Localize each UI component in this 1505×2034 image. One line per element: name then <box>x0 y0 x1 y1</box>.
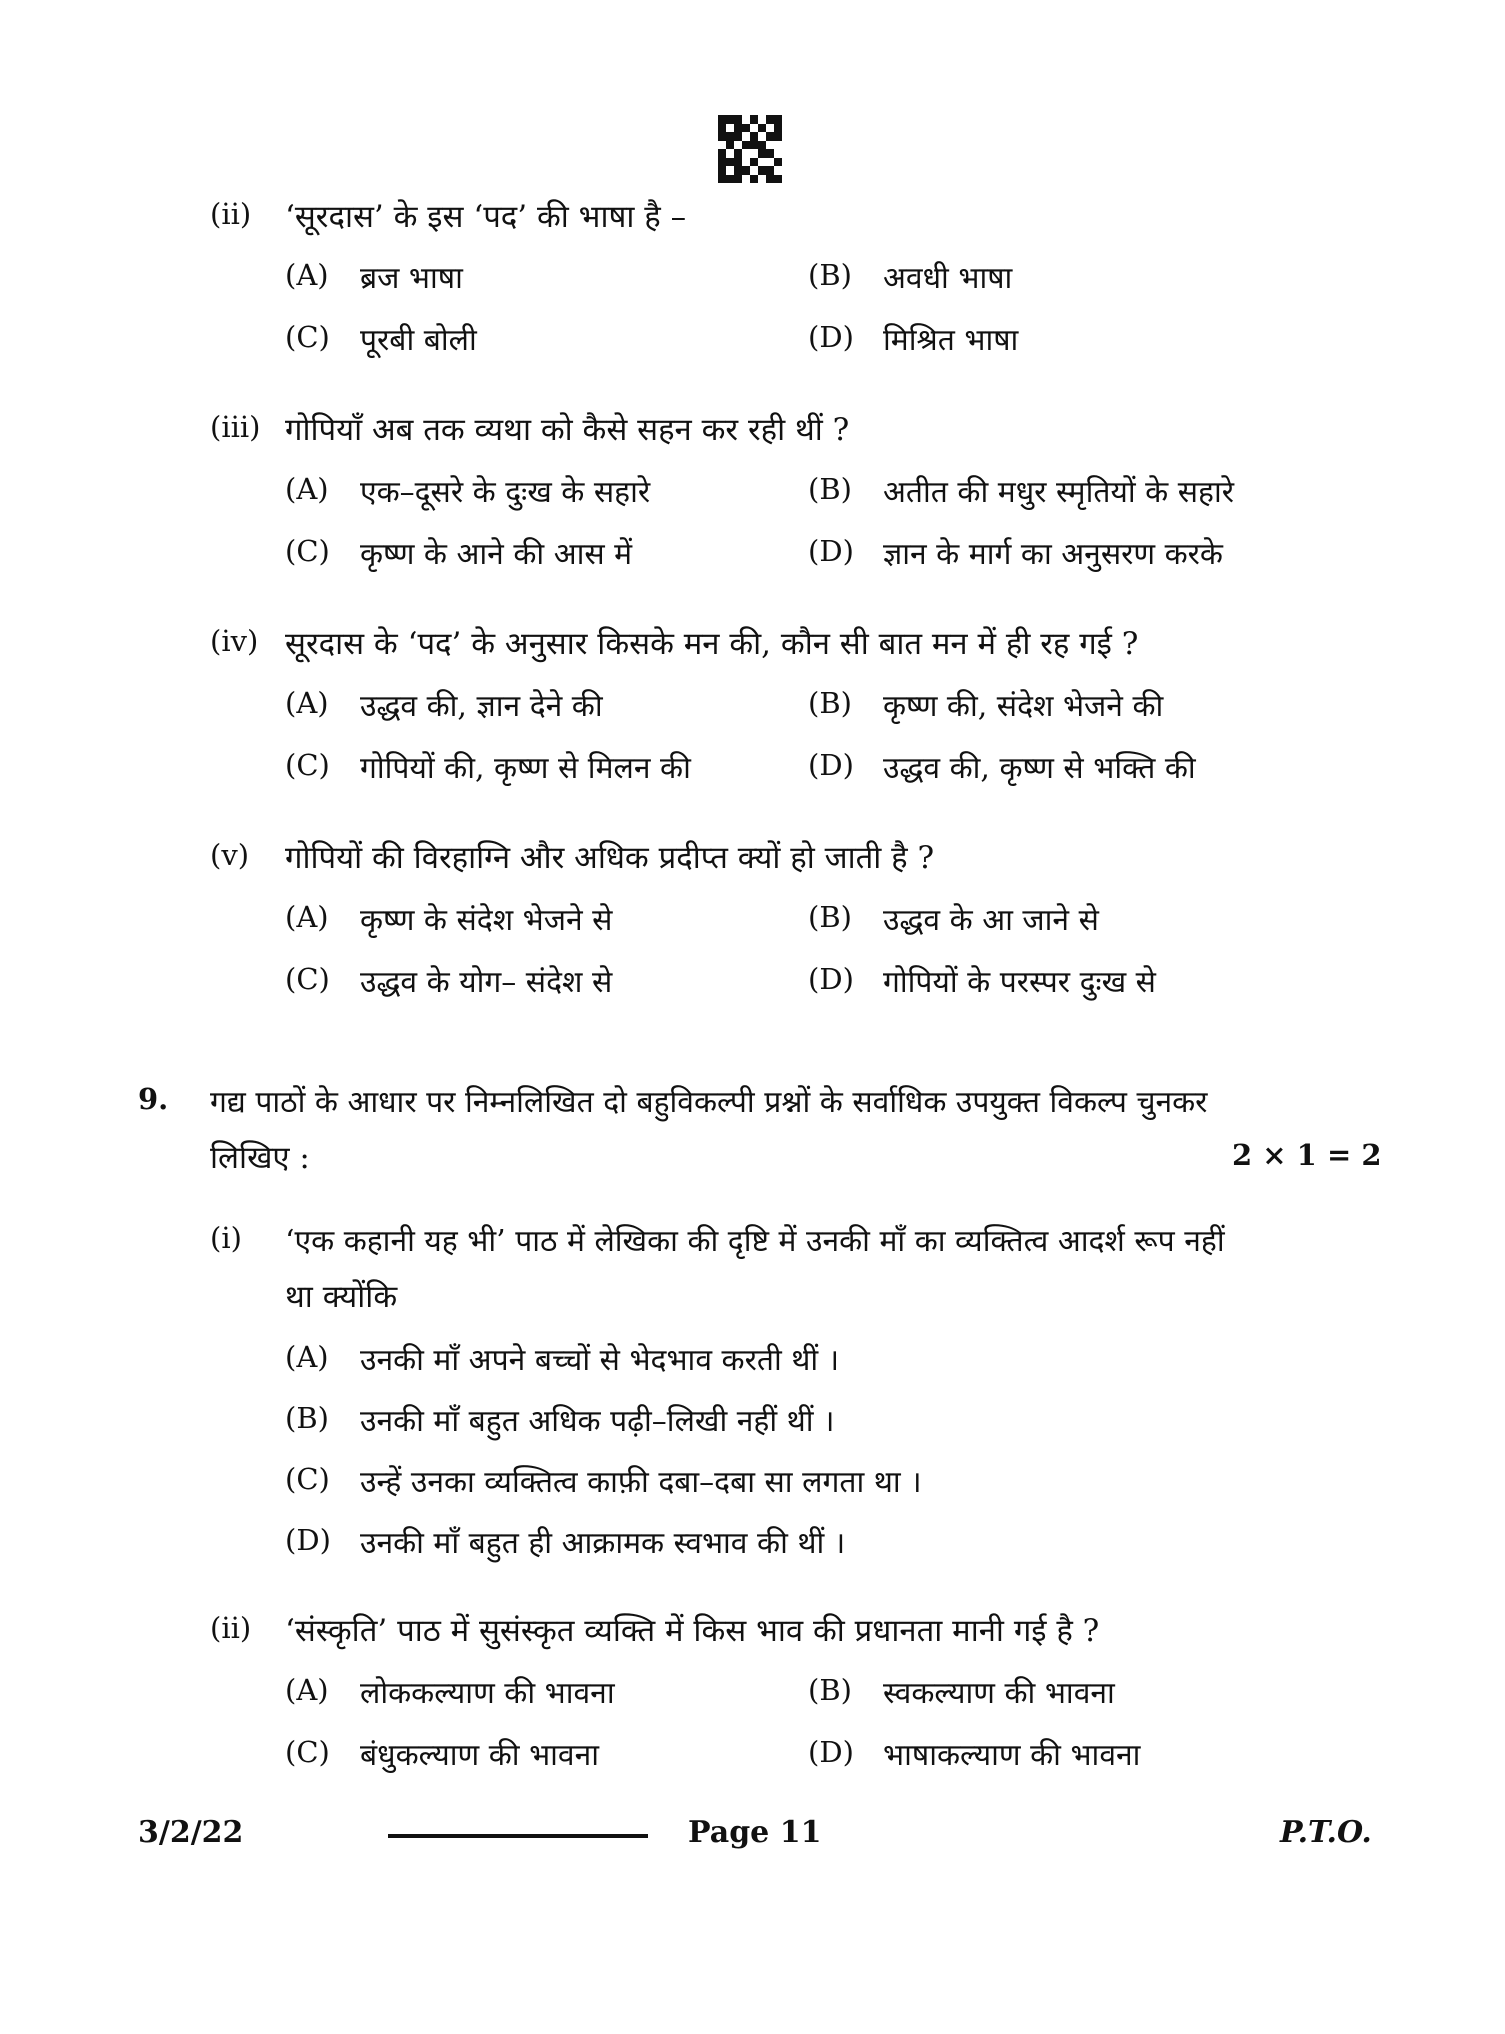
option-text: कृष्ण की, संदेश भेजने की <box>883 689 1164 724</box>
question-number: (iv) <box>210 624 259 658</box>
question-text: गोपियों की विरहाग्नि और अधिक प्रदीप्त क्यों हो जाती है ? <box>285 840 935 876</box>
question-text: गद्य पाठों के आधार पर निम्नलिखित दो बहुविकल्पी प्रश्नों के सर्वाधिक उपयुक्त विकल्प चुनकर <box>210 1085 1208 1120</box>
option-label: (A) <box>285 1673 329 1707</box>
option-text: उनकी माँ बहुत अधिक पढ़ी–लिखी नहीं थीं । <box>360 1404 835 1439</box>
option-label: (B) <box>808 686 852 720</box>
page-number: Page 11 <box>688 1815 822 1850</box>
option-text: ज्ञान के मार्ग का अनुसरण करके <box>883 537 1223 572</box>
option-text: उद्धव के आ जाने से <box>883 903 1099 938</box>
question-number: (v) <box>210 838 250 872</box>
question-number: (iii) <box>210 410 261 444</box>
option-text: भाषाकल्याण की भावना <box>883 1738 1141 1773</box>
option-text: उनकी माँ बहुत ही आक्रामक स्वभाव की थीं । <box>360 1526 846 1561</box>
option-text: एक–दूसरे के दुःख के सहारे <box>360 475 651 510</box>
option-label: (D) <box>808 962 854 996</box>
option-label: (C) <box>285 748 330 782</box>
paper-code: 3/2/22 <box>138 1815 244 1850</box>
option-text: अतीत की मधुर स्मृतियों के सहारे <box>883 475 1234 510</box>
option-label: (A) <box>285 686 329 720</box>
option-text: गोपियों की, कृष्ण से मिलन की <box>360 751 691 786</box>
option-label: (D) <box>808 320 854 354</box>
question-number: (i) <box>210 1221 242 1255</box>
option-label: (D) <box>808 534 854 568</box>
question-number: (ii) <box>210 197 252 231</box>
option-text: लोककल्याण की भावना <box>360 1676 615 1711</box>
option-label: (C) <box>285 320 330 354</box>
footer-rule <box>388 1834 648 1838</box>
option-label: (A) <box>285 900 329 934</box>
question-text: गोपियाँ अब तक व्यथा को कैसे सहन कर रही थीं ? <box>285 412 850 448</box>
option-text: उद्धव की, ज्ञान देने की <box>360 689 603 724</box>
option-label: (B) <box>808 1673 852 1707</box>
option-label: (C) <box>285 1462 330 1496</box>
question-text-cont: था क्योंकि <box>285 1279 398 1315</box>
option-label: (C) <box>285 1735 330 1769</box>
question-number: (ii) <box>210 1611 252 1645</box>
option-text: उद्धव की, कृष्ण से भक्ति की <box>883 751 1196 786</box>
question-text: ‘सूरदास’ के इस ‘पद’ की भाषा है – <box>285 199 687 235</box>
question-text: ‘एक कहानी यह भी’ पाठ में लेखिका की दृष्टि में उनकी माँ का व्यक्तित्व आदर्श रूप नहीं <box>285 1224 1225 1259</box>
question-text-cont: लिखिए : <box>210 1140 310 1176</box>
marks: 2 × 1 = 2 <box>1232 1138 1382 1172</box>
qr-code-icon <box>718 115 782 183</box>
option-text: उन्हें उनका व्यक्तित्व काफ़ी दबा–दबा सा लगता था । <box>360 1465 922 1500</box>
option-label: (C) <box>285 962 330 996</box>
option-label: (B) <box>808 258 852 292</box>
option-label: (B) <box>808 900 852 934</box>
question-text: सूरदास के ‘पद’ के अनुसार किसके मन की, कौन सी बात मन में ही रह गई ? <box>285 626 1139 662</box>
pto-label: P.T.O. <box>1280 1815 1372 1850</box>
option-label: (A) <box>285 258 329 292</box>
option-text: कृष्ण के आने की आस में <box>360 537 633 572</box>
option-text: उनकी माँ अपने बच्चों से भेदभाव करती थीं । <box>360 1343 840 1378</box>
option-label: (B) <box>285 1401 329 1435</box>
question-number: 9. <box>138 1082 169 1116</box>
option-label: (D) <box>285 1523 331 1557</box>
option-text: कृष्ण के संदेश भेजने से <box>360 903 613 938</box>
option-label: (D) <box>808 748 854 782</box>
option-text: पूरबी बोली <box>360 323 477 358</box>
option-label: (D) <box>808 1735 854 1769</box>
option-label: (A) <box>285 472 329 506</box>
option-label: (C) <box>285 534 330 568</box>
option-text: बंधुकल्याण की भावना <box>360 1738 600 1773</box>
option-label: (B) <box>808 472 852 506</box>
option-text: अवधी भाषा <box>883 261 1013 296</box>
option-label: (A) <box>285 1340 329 1374</box>
option-text: गोपियों के परस्पर दुःख से <box>883 965 1156 1000</box>
option-text: मिश्रित भाषा <box>883 323 1019 358</box>
option-text: ब्रज भाषा <box>360 261 463 296</box>
option-text: स्वकल्याण की भावना <box>883 1676 1115 1711</box>
question-text: ‘संस्कृति’ पाठ में सुसंस्कृत व्यक्ति में किस भाव की प्रधानता मानी गई है ? <box>285 1613 1100 1649</box>
option-text: उद्धव के योग– संदेश से <box>360 965 613 1000</box>
